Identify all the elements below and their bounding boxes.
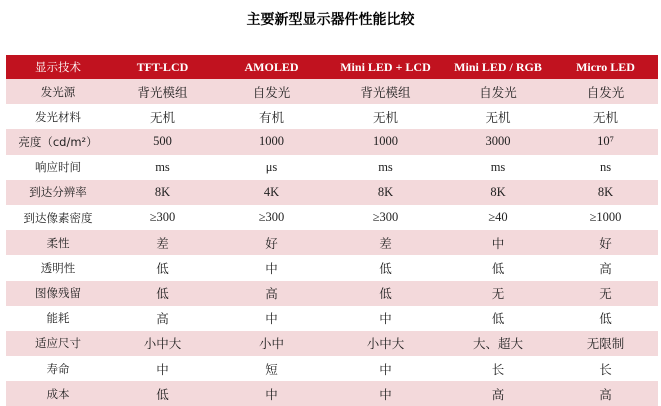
table-cell: 低: [110, 255, 215, 280]
table-cell: 自发光: [215, 79, 328, 104]
row-label: 到达分辨率: [6, 180, 110, 205]
table-row: [6, 155, 658, 180]
row-label: 发光材料: [6, 104, 110, 129]
table-cell: 无机: [328, 104, 443, 129]
table-cell: 高: [443, 381, 553, 406]
table-cell: 1000: [215, 129, 328, 154]
table-cell: ms: [328, 155, 443, 180]
table-cell: ≥300: [215, 205, 328, 230]
table-cell: 8K: [110, 180, 215, 205]
table-cell: 8K: [553, 180, 658, 205]
table-cell: ≥40: [443, 205, 553, 230]
row-label: 能耗: [6, 306, 110, 331]
table-row: [6, 331, 658, 356]
table-cell: 中: [328, 306, 443, 331]
table-cell: 低: [110, 381, 215, 406]
table-cell: 500: [110, 129, 215, 154]
table-cell: 高: [110, 306, 215, 331]
table-cell: 无机: [553, 104, 658, 129]
table-row: [6, 180, 658, 205]
table-cell: 无: [553, 281, 658, 306]
header-cell: Mini LED / RGB: [443, 55, 553, 79]
row-label: 发光源: [6, 79, 110, 104]
table-cell: 中: [215, 381, 328, 406]
row-label: 寿命: [6, 356, 110, 381]
table-cell: μs: [215, 155, 328, 180]
table-cell: 3000: [443, 129, 553, 154]
table-cell: 中: [328, 356, 443, 381]
table-row: [6, 356, 658, 381]
row-label: 成本: [6, 381, 110, 406]
table-cell: ms: [443, 155, 553, 180]
header-cell: Mini LED + LCD: [328, 55, 443, 79]
header-cell: Micro LED: [553, 55, 658, 79]
table-cell: 中: [215, 255, 328, 280]
header-cell: AMOLED: [215, 55, 328, 79]
row-label: 图像残留: [6, 281, 110, 306]
table-cell: 中: [215, 306, 328, 331]
table-cell: 中: [443, 230, 553, 255]
row-label: 响应时间: [6, 155, 110, 180]
row-label: 到达像素密度: [6, 205, 110, 230]
table-cell: ≥300: [110, 205, 215, 230]
table-row: [6, 306, 658, 331]
table-row: [6, 129, 658, 154]
table-cell: 低: [553, 306, 658, 331]
table-cell: ms: [110, 155, 215, 180]
table-cell: 小中大: [110, 331, 215, 356]
table-cell: 有机: [215, 104, 328, 129]
table-cell: 10⁷: [553, 129, 658, 154]
table-cell: 低: [328, 281, 443, 306]
page-title: 主要新型显示器件性能比较: [246, 12, 415, 28]
table-row: [6, 230, 658, 255]
table-cell: 好: [215, 230, 328, 255]
table-cell: 自发光: [553, 79, 658, 104]
table-cell: 无限制: [553, 331, 658, 356]
table-cell: 高: [553, 255, 658, 280]
table-row: [6, 255, 658, 280]
table-cell: 8K: [443, 180, 553, 205]
table-row: [6, 79, 658, 104]
table-cell: ≥300: [328, 205, 443, 230]
table-cell: 差: [110, 230, 215, 255]
table-cell: 中: [110, 356, 215, 381]
table-cell: 好: [553, 230, 658, 255]
row-label: 柔性: [6, 230, 110, 255]
table-cell: 自发光: [443, 79, 553, 104]
table-cell: 背光模组: [328, 79, 443, 104]
table-cell: 短: [215, 356, 328, 381]
table-cell: 长: [443, 356, 553, 381]
table-cell: 小中大: [328, 331, 443, 356]
table-row: [6, 281, 658, 306]
table-cell: 8K: [328, 180, 443, 205]
table-cell: 无机: [443, 104, 553, 129]
row-label: 透明性: [6, 255, 110, 280]
table-cell: 大、超大: [443, 331, 553, 356]
row-label: 亮度（cd/m²）: [6, 129, 110, 154]
table-cell: ≥1000: [553, 205, 658, 230]
table-cell: 差: [328, 230, 443, 255]
row-label: 适应尺寸: [6, 331, 110, 356]
table-row: [6, 381, 658, 406]
comparison-table: [6, 55, 658, 406]
table-cell: 高: [553, 381, 658, 406]
table-cell: 低: [328, 255, 443, 280]
table-cell: 中: [328, 381, 443, 406]
table-cell: 低: [110, 281, 215, 306]
table-cell: 低: [443, 255, 553, 280]
table-cell: 4K: [215, 180, 328, 205]
header-cell: TFT-LCD: [110, 55, 215, 79]
table-cell: 1000: [328, 129, 443, 154]
table-cell: 无: [443, 281, 553, 306]
table-cell: 低: [443, 306, 553, 331]
table-cell: 长: [553, 356, 658, 381]
header-cell: 显示技术: [6, 55, 110, 79]
table-cell: 高: [215, 281, 328, 306]
table-row: [6, 104, 658, 129]
table-header-row: [6, 55, 658, 79]
table-cell: ns: [553, 155, 658, 180]
table-cell: 背光模组: [110, 79, 215, 104]
table-cell: 小中: [215, 331, 328, 356]
table-cell: 无机: [110, 104, 215, 129]
table-row: [6, 205, 658, 230]
